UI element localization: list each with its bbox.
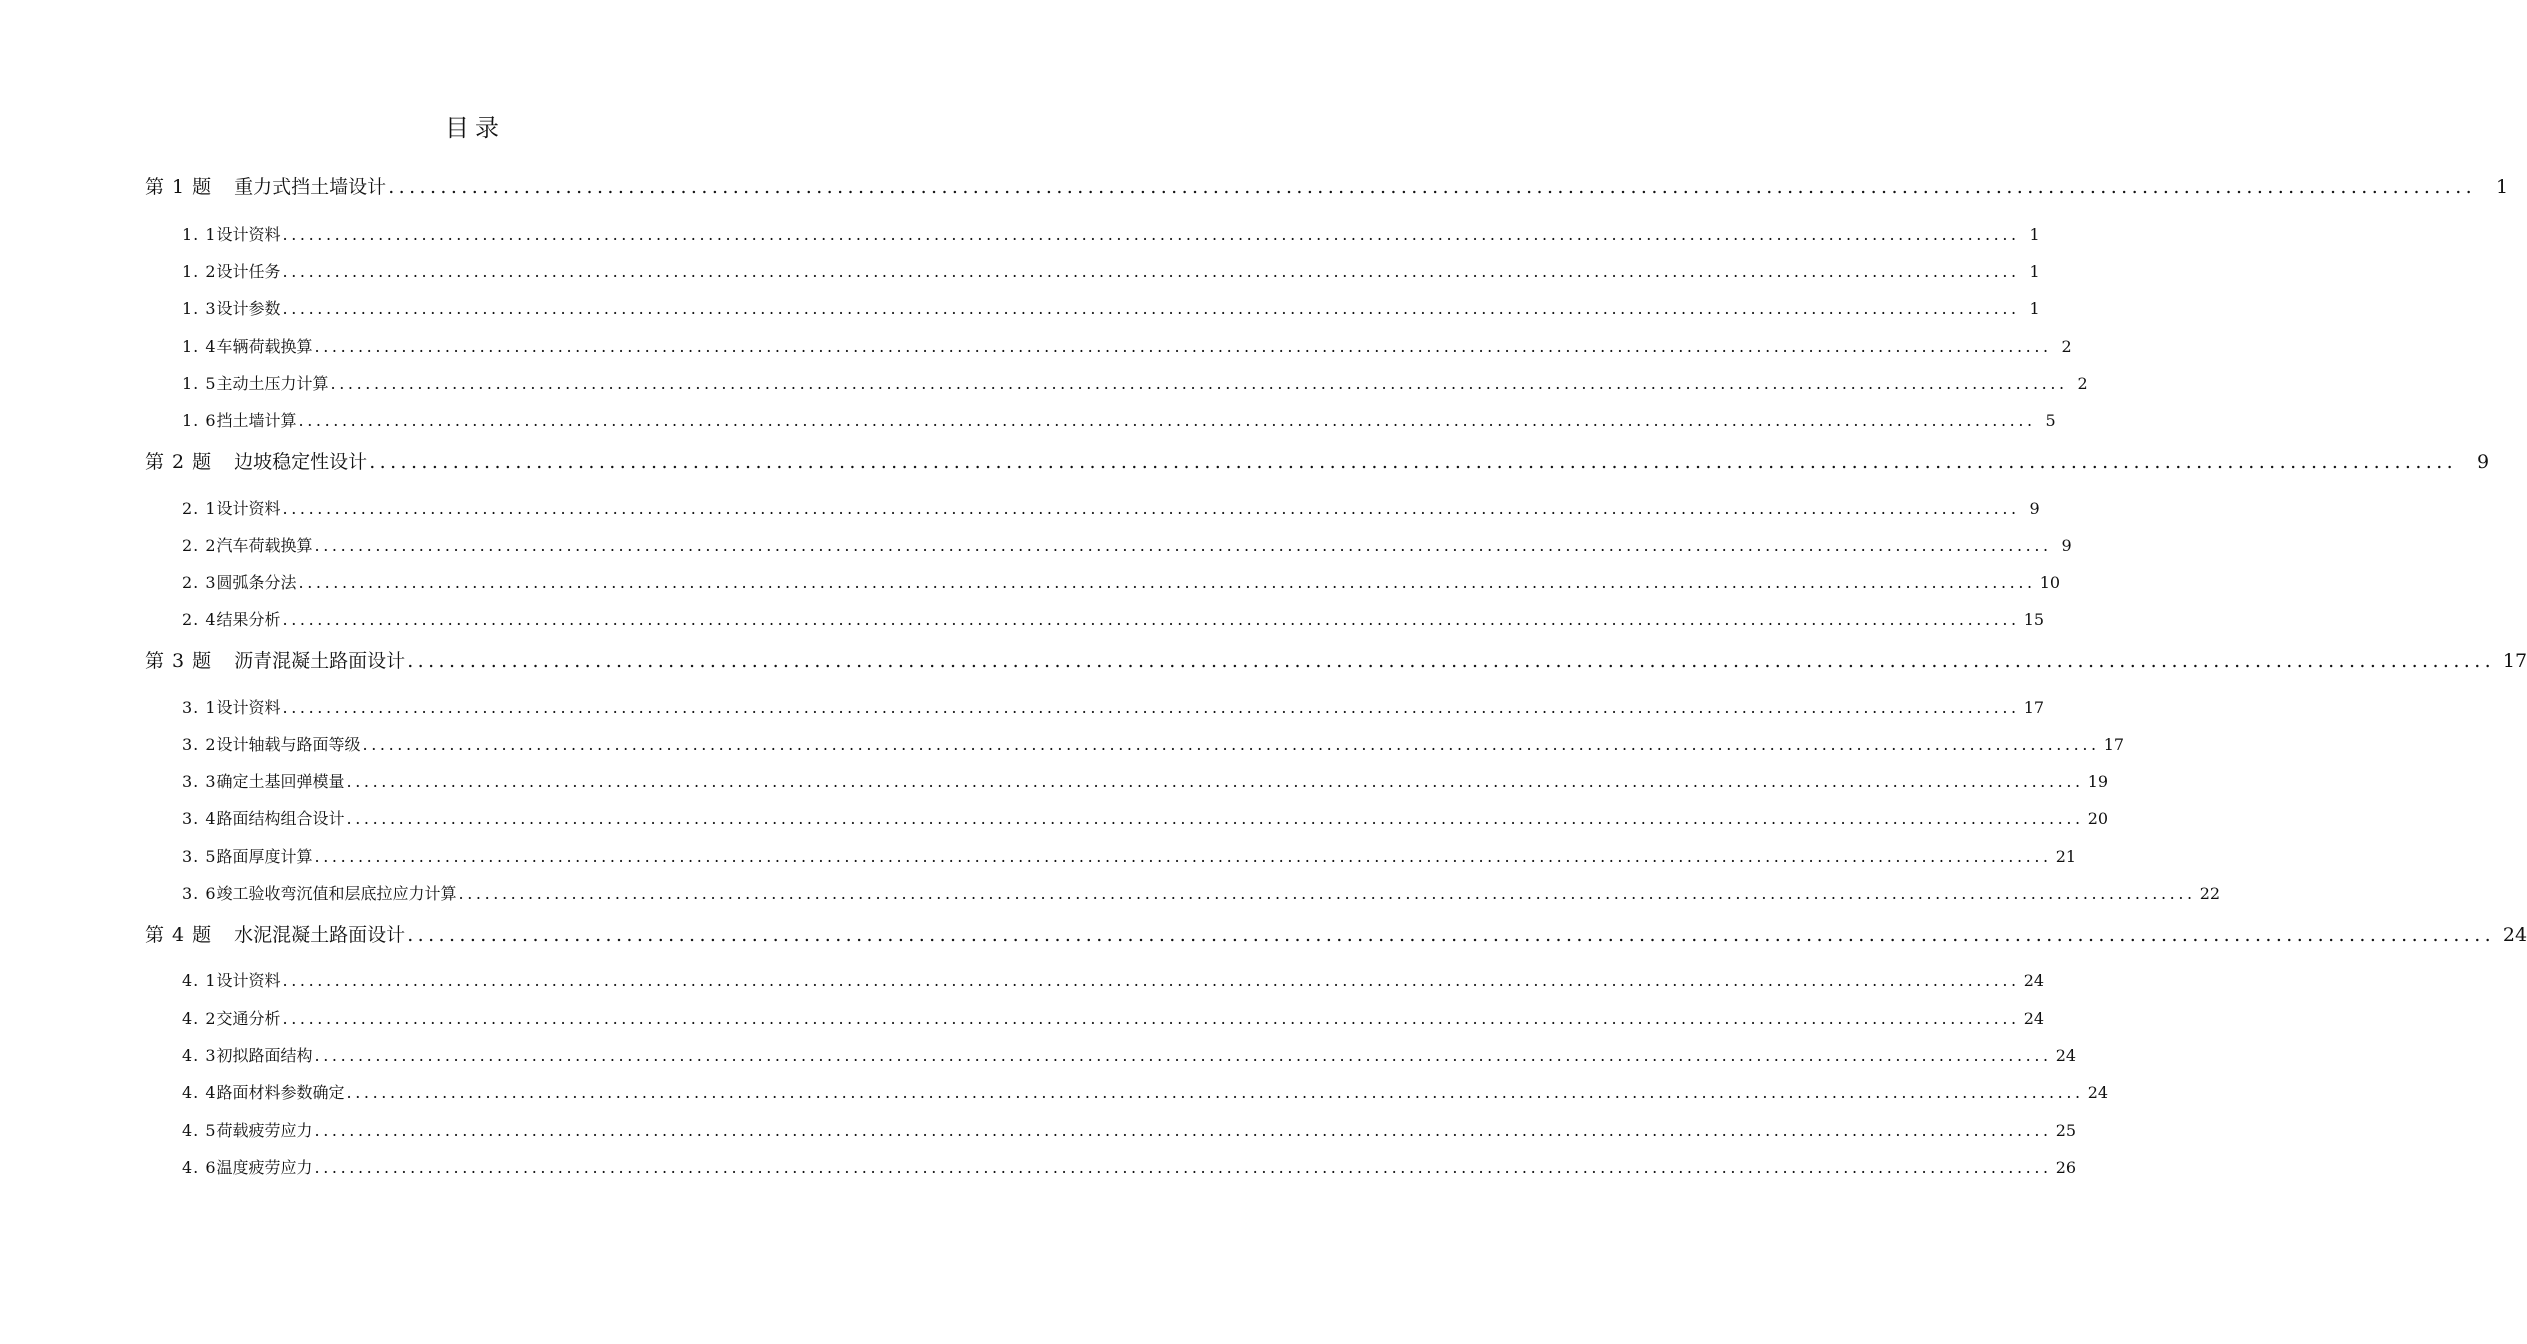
toc-entry-title: 主动土压力计算 <box>216 374 329 393</box>
toc-entry-number: 第 3 题 <box>145 650 213 672</box>
toc-page-number: 24 <box>2023 1009 2045 1028</box>
toc-entry-label <box>145 920 405 947</box>
toc-leader-dots: ........................................................................................................................................................................................................ <box>282 499 2020 518</box>
toc-entry-title: 确定土基回弹模量 <box>216 772 345 791</box>
toc-entry-number: 3. 3 <box>182 772 217 791</box>
toc-entry-number: 4. 4 <box>182 1083 217 1102</box>
toc-entry-number: 4. 5 <box>182 1121 217 1140</box>
toc-section-entry[interactable] <box>182 806 2109 830</box>
toc-leader-dots: ........................................................................................................................................................................................................ <box>314 847 2052 866</box>
toc-leader-dots: ........................................................................................................................................................................................................ <box>282 698 2020 717</box>
toc-entry-label <box>182 496 281 519</box>
toc-entry-number: 2. 1 <box>182 499 217 518</box>
toc-leader-dots: ........................................................................................................................................................................................................ <box>407 924 2496 946</box>
toc-leader-dots: ........................................................................................................................................................................................................ <box>282 299 2020 318</box>
toc-entry-title: 路面材料参数确定 <box>216 1083 345 1102</box>
toc-entry-number: 第 1 题 <box>145 176 213 198</box>
toc-page-number: 17 <box>2023 698 2045 717</box>
toc-section-entry[interactable] <box>182 496 2040 520</box>
toc-page-number: 9 <box>2029 499 2040 518</box>
toc-section-entry[interactable] <box>182 607 2045 631</box>
toc-chapter-entry[interactable] <box>145 920 2527 948</box>
toc-entry-title: 水泥混凝土路面设计 <box>234 924 406 946</box>
toc-entry-label <box>182 334 313 357</box>
toc-entry-label <box>182 968 281 991</box>
toc-leader-dots: ........................................................................................................................................................................................................ <box>362 735 2100 754</box>
toc-entry-number: 4. 3 <box>182 1046 217 1065</box>
toc-leader-dots: ........................................................................................................................................................................................................ <box>282 225 2020 244</box>
toc-entry-title: 设计参数 <box>216 299 281 318</box>
toc-entry-title: 路面结构组合设计 <box>216 809 345 828</box>
toc-leader-dots: ........................................................................................................................................................................................................ <box>314 1046 2052 1065</box>
toc-section-entry[interactable] <box>182 695 2045 719</box>
toc-section-entry[interactable] <box>182 1118 2077 1142</box>
toc-leader-dots: ........................................................................................................................................................................................................ <box>346 809 2084 828</box>
toc-entry-number: 4. 2 <box>182 1009 217 1028</box>
toc-entry-title: 车辆荷载换算 <box>216 337 313 356</box>
toc-section-entry[interactable] <box>182 881 2221 905</box>
toc-page-number: 24 <box>2087 1083 2109 1102</box>
toc-entry-title: 重力式挡土墙设计 <box>234 176 387 198</box>
toc-entry-label <box>182 881 457 904</box>
toc-page-number: 1 <box>2029 225 2040 244</box>
toc-leader-dots: ........................................................................................................................................................................................................ <box>346 1083 2084 1102</box>
toc-section-entry[interactable] <box>182 533 2072 557</box>
toc-section-entry[interactable] <box>182 844 2077 868</box>
toc-chapter-entry[interactable] <box>145 447 2490 475</box>
toc-page-number: 9 <box>2061 536 2072 555</box>
toc-leader-dots: ........................................................................................................................................................................................................ <box>298 411 2036 430</box>
toc-page-number: 9 <box>2477 451 2490 473</box>
toc-entry-title: 竣工验收弯沉值和层底拉应力计算 <box>216 884 457 903</box>
toc-section-entry[interactable] <box>182 1155 2077 1179</box>
toc-leader-dots: ........................................................................................................................................................................................................ <box>314 536 2052 555</box>
toc-page-number: 2 <box>2077 374 2088 393</box>
toc-entry-title: 挡土墙计算 <box>216 411 297 430</box>
toc-page-number: 1 <box>2029 262 2040 281</box>
toc-leader-dots: ........................................................................................................................................................................................................ <box>330 374 2068 393</box>
toc-section-entry[interactable] <box>182 296 2040 320</box>
toc-entry-label <box>182 1043 313 1066</box>
toc-section-entry[interactable] <box>182 570 2061 594</box>
toc-entry-label <box>182 371 329 394</box>
toc-entry-label <box>182 296 281 319</box>
toc-leader-dots: ........................................................................................................................................................................................................ <box>458 884 2196 903</box>
toc-section-entry[interactable] <box>182 334 2072 358</box>
toc-entry-title: 设计资料 <box>216 698 281 717</box>
toc-leader-dots: ........................................................................................................................................................................................................ <box>282 1009 2020 1028</box>
toc-entry-number: 1. 1 <box>182 225 217 244</box>
toc-entry-number: 3. 6 <box>182 884 217 903</box>
toc-section-entry[interactable] <box>182 222 2040 246</box>
toc-entry-title: 设计资料 <box>216 225 281 244</box>
toc-leader-dots: ........................................................................................................................................................................................................ <box>407 650 2496 672</box>
toc-entry-title: 路面厚度计算 <box>216 847 313 866</box>
toc-entry-label <box>182 695 281 718</box>
toc-section-entry[interactable] <box>182 769 2109 793</box>
toc-entry-number: 4. 6 <box>182 1158 217 1177</box>
toc-page-number: 1 <box>2496 176 2509 198</box>
toc-entry-number: 1. 4 <box>182 337 217 356</box>
toc-section-entry[interactable] <box>182 259 2040 283</box>
toc-entry-label <box>182 1006 281 1029</box>
toc-leader-dots: ........................................................................................................................................................................................................ <box>314 1158 2052 1177</box>
toc-chapter-entry[interactable] <box>145 646 2527 674</box>
toc-section-entry[interactable] <box>182 1080 2109 1104</box>
toc-page-number: 19 <box>2087 772 2109 791</box>
toc-entry-label <box>182 607 281 630</box>
toc-entry-title: 交通分析 <box>216 1009 281 1028</box>
toc-entry-number: 3. 4 <box>182 809 217 828</box>
toc-leader-dots: ........................................................................................................................................................................................................ <box>314 1121 2052 1140</box>
toc-entry-label <box>182 408 297 431</box>
toc-entry-label <box>182 533 313 556</box>
toc-entry-title: 汽车荷载换算 <box>216 536 313 555</box>
toc-section-entry[interactable] <box>182 732 2125 756</box>
toc-entry-label <box>182 1080 345 1103</box>
toc-entry-number: 第 2 题 <box>145 451 213 473</box>
toc-entry-label <box>182 1118 313 1141</box>
toc-entry-label <box>182 259 281 282</box>
toc-entry-number: 2. 2 <box>182 536 217 555</box>
page-title: 目录 <box>445 114 505 142</box>
toc-entry-number: 1. 6 <box>182 411 217 430</box>
toc-section-entry[interactable] <box>182 408 2056 432</box>
toc-leader-dots: ........................................................................................................................................................................................................ <box>346 772 2084 791</box>
toc-entry-title: 荷载疲劳应力 <box>216 1121 313 1140</box>
toc-entry-label <box>182 222 281 245</box>
toc-page-number: 26 <box>2055 1158 2077 1177</box>
toc-leader-dots: ........................................................................................................................................................................................................ <box>314 337 2052 356</box>
toc-page-number: 17 <box>2502 650 2527 672</box>
toc-entry-title: 设计轴载与路面等级 <box>216 735 361 754</box>
toc-entry-number: 2. 4 <box>182 610 217 629</box>
toc-entry-title: 圆弧条分法 <box>216 573 297 592</box>
toc-entry-title: 设计资料 <box>216 499 281 518</box>
toc-entry-title: 边坡稳定性设计 <box>234 451 368 473</box>
toc-page-number: 5 <box>2045 411 2056 430</box>
toc-entry-number: 3. 5 <box>182 847 217 866</box>
toc-leader-dots: ........................................................................................................................................................................................................ <box>282 610 2020 629</box>
toc-page-number: 20 <box>2087 809 2109 828</box>
toc-entry-label <box>182 570 297 593</box>
toc-entry-title: 结果分析 <box>216 610 281 629</box>
toc-entry-number: 2. 3 <box>182 573 217 592</box>
toc-section-entry[interactable] <box>182 1043 2077 1067</box>
toc-entry-title: 设计任务 <box>216 262 281 281</box>
toc-entry-number: 3. 1 <box>182 698 217 717</box>
toc-page-number: 2 <box>2061 337 2072 356</box>
toc-page-number: 24 <box>2023 971 2045 990</box>
toc-entry-number: 1. 2 <box>182 262 217 281</box>
toc-leader-dots: ........................................................................................................................................................................................................ <box>282 262 2020 281</box>
toc-entry-title: 设计资料 <box>216 971 281 990</box>
toc-entry-number: 1. 5 <box>182 374 217 393</box>
toc-entry-label <box>182 1155 313 1178</box>
toc-leader-dots: ........................................................................................................................................................................................................ <box>369 451 2458 473</box>
toc-entry-label <box>145 646 405 673</box>
toc-page-number: 24 <box>2502 924 2527 946</box>
toc-entry-number: 3. 2 <box>182 735 217 754</box>
toc-entry-number: 第 4 题 <box>145 924 213 946</box>
toc-page-number: 17 <box>2103 735 2125 754</box>
toc-entry-title: 温度疲劳应力 <box>216 1158 313 1177</box>
toc-entry-label <box>145 447 367 474</box>
toc-entry-label <box>182 844 313 867</box>
toc-page-number: 1 <box>2029 299 2040 318</box>
toc-leader-dots: ........................................................................................................................................................................................................ <box>388 176 2477 198</box>
toc-entry-label <box>182 732 361 755</box>
toc-page-number: 24 <box>2055 1046 2077 1065</box>
toc-leader-dots: ........................................................................................................................................................................................................ <box>282 971 2020 990</box>
toc-entry-label <box>145 172 386 199</box>
toc-section-entry[interactable] <box>182 371 2088 395</box>
toc-page-number: 21 <box>2055 847 2077 866</box>
toc-entry-title: 沥青混凝土路面设计 <box>234 650 406 672</box>
toc-page-number: 22 <box>2199 884 2221 903</box>
toc-entry-label <box>182 769 345 792</box>
toc-chapter-entry[interactable] <box>145 172 2509 200</box>
toc-page-number: 25 <box>2055 1121 2077 1140</box>
toc-page-number: 15 <box>2023 610 2045 629</box>
toc-entry-number: 1. 3 <box>182 299 217 318</box>
toc-leader-dots: ........................................................................................................................................................................................................ <box>298 573 2036 592</box>
toc-section-entry[interactable] <box>182 1006 2045 1030</box>
toc-section-entry[interactable] <box>182 968 2045 992</box>
toc-entry-title: 初拟路面结构 <box>216 1046 313 1065</box>
toc-page-number: 10 <box>2039 573 2061 592</box>
toc-entry-label <box>182 806 345 829</box>
toc-entry-number: 4. 1 <box>182 971 217 990</box>
